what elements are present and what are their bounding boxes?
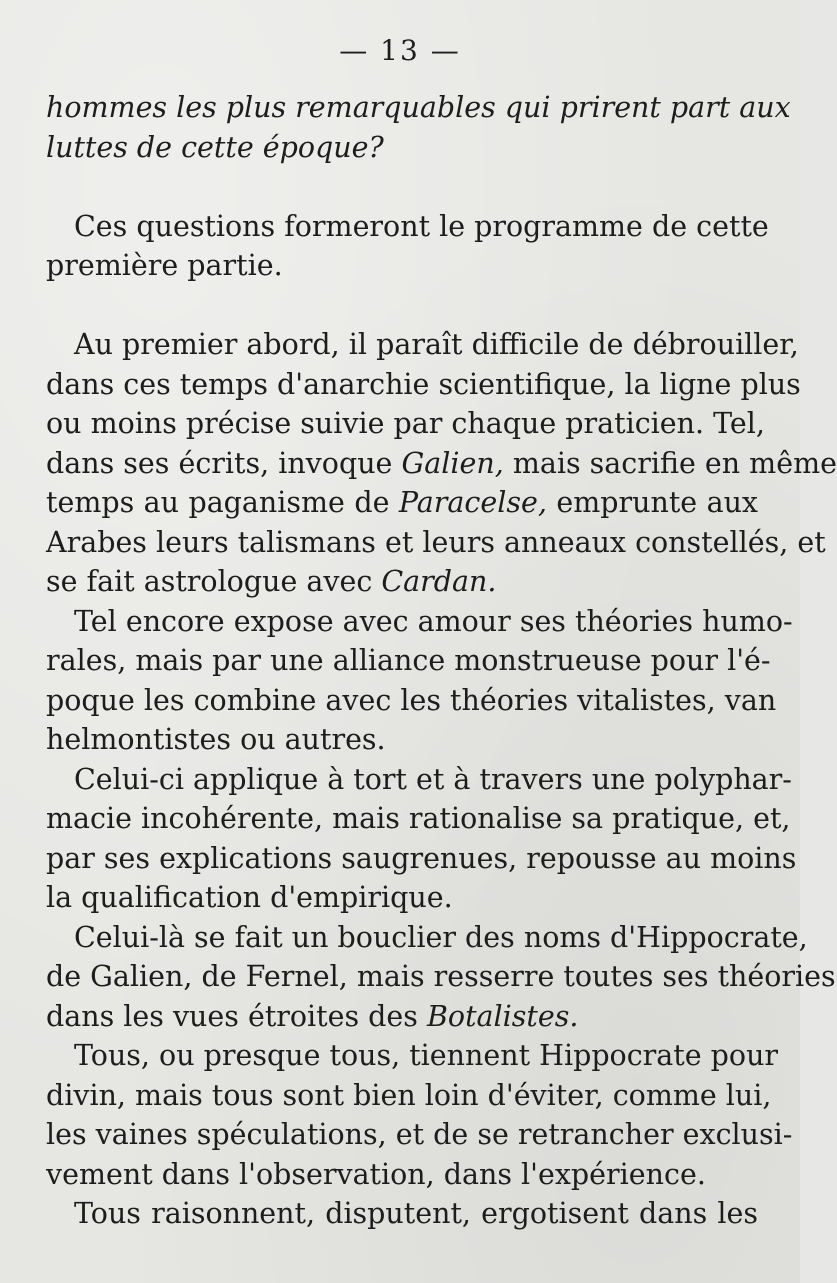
text-line: Au premier abord, il paraît difficile de débrouiller, — [74, 328, 799, 361]
text-line: Tous, ou presque tous, tiennent Hippocrate pour — [74, 1039, 779, 1072]
text-line: rales, mais par une alliance monstrueuse pour l'é- — [46, 644, 771, 677]
text-line — [46, 444, 837, 484]
text-line: Celui-ci applique à tort et à travers une polyphar- — [74, 762, 792, 796]
text-line: luttes de cette époque? — [46, 130, 384, 164]
text-line: dans ces temps d'anarchie scientifique, la ligne plus — [46, 367, 801, 401]
text-line: macie incohérente, mais rationalise sa pratique, et, — [46, 802, 791, 835]
text-line — [46, 483, 758, 523]
text-line: la qualification d'empirique. — [46, 881, 453, 914]
paragraph-gap — [46, 286, 758, 326]
text-line: ou moins précise suivie par chaque praticien. Tel, — [46, 407, 765, 440]
paragraph-gap — [46, 167, 758, 207]
text-run: mais sacrifie en même — [503, 446, 837, 480]
text-line: divin, mais tous sont bien loin d'éviter, comme lui, — [46, 1078, 772, 1112]
text-line: les vaines spéculations, et de se retrancher exclusi- — [46, 1118, 793, 1151]
text-line: Celui-là se fait un bouclier des noms d'Hippocrate, — [74, 920, 808, 954]
text-line: helmontistes ou autres. — [46, 723, 386, 756]
text-line — [46, 562, 758, 602]
page-number: — 13 — — [339, 34, 461, 67]
text-line: par ses explications saugrenues, repousse au moins — [46, 841, 797, 875]
text-run: temps au paganisme de — [46, 486, 399, 519]
text-line: Ces questions formeront le programme de cette — [74, 209, 769, 243]
text-run: dans les vues étroites des — [46, 999, 427, 1033]
text-run: emprunte aux — [546, 486, 758, 519]
text-line: Arabes leurs talismans et leurs anneaux constellés, et — [46, 525, 826, 559]
text-line — [46, 997, 758, 1037]
italic-name-cardan: Cardan. — [381, 565, 497, 598]
text-run: dans ses écrits, invoque — [46, 446, 402, 480]
italic-name-botalistes: Botalistes. — [426, 999, 579, 1033]
text-line: hommes les plus remarquables qui prirent part aux — [46, 91, 791, 124]
italic-name-paracelse: Paracelse, — [398, 486, 547, 519]
text-line: Tous raisonnent, disputent, ergotisent dans les — [74, 1197, 758, 1230]
text-line: poque les combine avec les théories vitalistes, van — [46, 683, 777, 717]
body-text — [46, 88, 837, 1234]
text-run: se fait astrologue avec — [46, 565, 382, 598]
text-line: vement dans l'observation, dans l'expérience. — [46, 1157, 706, 1191]
text-line: Tel encore expose avec amour ses théories humo- — [74, 604, 793, 638]
text-line: première partie. — [46, 249, 283, 282]
text-line: de Galien, de Fernel, mais resserre toutes ses théories — [46, 960, 836, 993]
italic-name-galien: Galien, — [401, 446, 504, 480]
